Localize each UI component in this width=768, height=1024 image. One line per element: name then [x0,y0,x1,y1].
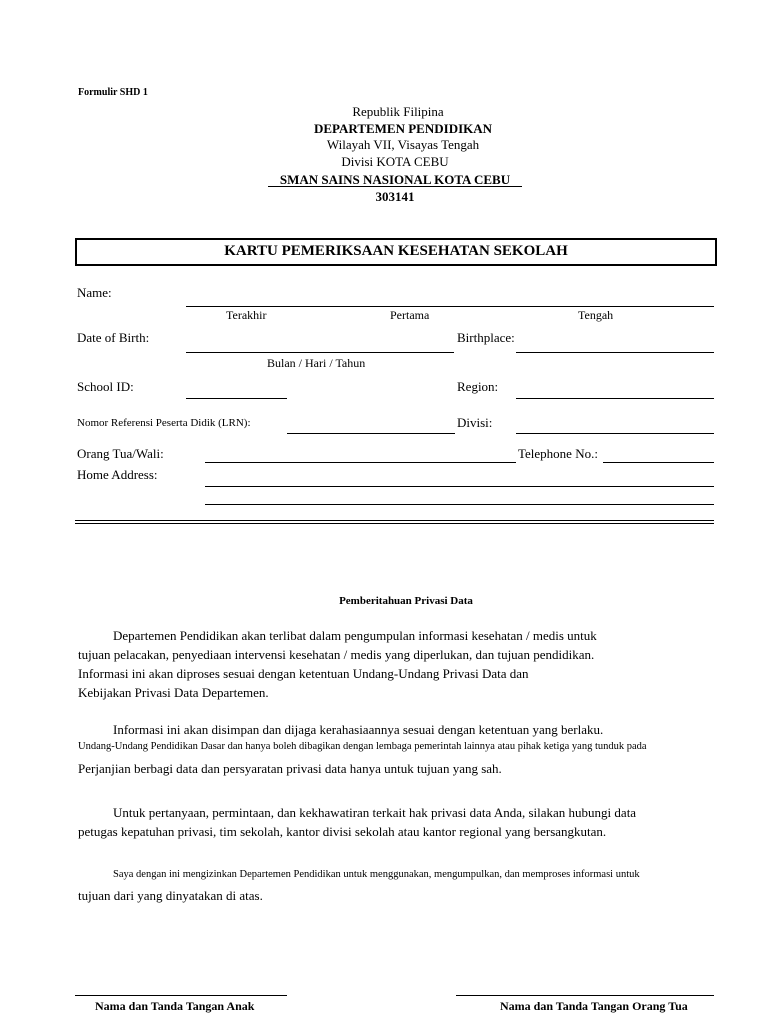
header-region: Wilayah VII, Visayas Tengah [326,137,480,152]
parent-signature-line[interactable] [456,995,714,996]
privacy-p2-line1: Informasi ini akan disimpan dan dijaga kerahasiaannya sesuai dengan ketentuan yang berlaku. [113,722,604,737]
region-field[interactable] [516,398,714,399]
privacy-p2-line2: Undang-Undang Pendidikan Dasar dan hanya boleh dibagikan dengan lembaga pemerintah lainnya atau pihak ketiga yang tunduk pada [78,741,647,752]
privacy-p3-line1: Untuk pertanyaan, permintaan, dan kekhawatiran terkait hak privasi data Anda, silakan hubungi data [113,805,637,820]
region-label: Region: [457,379,499,394]
section-divider-top [75,520,714,521]
form-title: KARTU PEMERIKSAAN KESEHATAN SEKOLAH [224,243,568,259]
section-divider-bottom [75,523,714,524]
privacy-p3-line2: petugas kepatuhan privasi, tim sekolah, kantor divisi sekolah atau kantor regional yang bersangkutan. [78,824,607,839]
telephone-field[interactable] [603,462,714,463]
school-id-field[interactable] [186,398,287,399]
name-middle-hint: Tengah [578,308,614,322]
parent-signature-label: Nama dan Tanda Tangan Orang Tua [500,999,688,1013]
guardian-field[interactable] [205,462,516,463]
header-division: Divisi KOTA CEBU [341,154,449,169]
school-id-label: School ID: [77,379,134,394]
privacy-p1-line4: Kebijakan Privasi Data Departemen. [78,685,269,700]
dob-field[interactable] [186,352,454,353]
address-label: Home Address: [77,467,158,482]
lrn-field[interactable] [287,433,455,434]
name-last-hint: Terakhir [226,308,267,322]
header-school: SMAN SAINS NASIONAL KOTA CEBU [279,172,511,187]
name-field[interactable] [186,306,714,307]
header-school-id: 303141 [375,189,415,204]
consent-line1: Saya dengan ini mengizinkan Departemen Pendidikan untuk menggunakan, mengumpulkan, dan memproses informasi untuk [113,869,640,880]
header-school-underline [268,186,522,187]
birthplace-field[interactable] [516,352,714,353]
guardian-label: Orang Tua/Wali: [77,446,164,461]
consent-line2: tujuan dari yang dinyatakan di atas. [78,888,263,903]
name-first-hint: Pertama [390,308,430,322]
form-code: Formulir SHD 1 [78,87,148,98]
name-label: Name: [77,285,112,300]
address-field-line-1[interactable] [205,486,714,487]
child-signature-label: Nama dan Tanda Tangan Anak [95,999,255,1013]
header-department: DEPARTEMEN PENDIDIKAN [313,121,493,136]
lrn-label: Nomor Referensi Peserta Didik (LRN): [77,417,251,429]
division-label: Divisi: [457,415,493,430]
privacy-p1-line3: Informasi ini akan diproses sesuai dengan ketentuan Undang-Undang Privasi Data dan [78,666,529,681]
header-country: Republik Filipina [352,104,444,119]
division-field[interactable] [516,433,714,434]
birthplace-label: Birthplace: [457,330,515,345]
privacy-title: Pemberitahuan Privasi Data [339,595,473,607]
telephone-label: Telephone No.: [518,446,598,461]
dob-hint: Bulan / Hari / Tahun [267,356,366,370]
privacy-p1-line1: Departemen Pendidikan akan terlibat dalam pengumpulan informasi kesehatan / medis untuk [113,628,597,643]
address-field-line-2[interactable] [205,504,714,505]
form-title-box [75,238,717,266]
privacy-p2-line3: Perjanjian berbagi data dan persyaratan privasi data hanya untuk tujuan yang sah. [78,761,502,776]
child-signature-line[interactable] [75,995,287,996]
dob-label: Date of Birth: [77,330,150,345]
privacy-p1-line2: tujuan pelacakan, penyediaan intervensi kesehatan / medis yang diperlukan, dan tujuan pendidikan. [78,647,595,662]
